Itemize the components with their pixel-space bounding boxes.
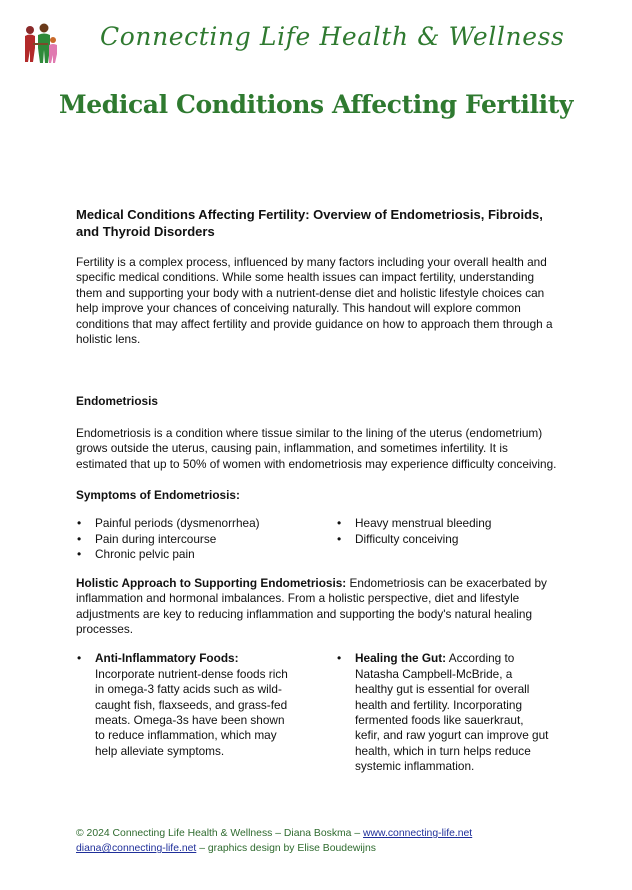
symptoms-list-right xyxy=(336,516,560,562)
list-item: • Difficulty conceiving xyxy=(336,532,560,547)
copyright-text: © 2024 Connecting Life Health & Wellness – Diana Boskma – xyxy=(76,828,364,839)
website-link[interactable]: www.connecting-life.net xyxy=(363,828,473,839)
email-link[interactable]: diana@connecting-life.net xyxy=(76,843,197,855)
tip-text: According to Natasha Campbell-McBride, a healthy gut is essential for overall health and fertility. Incorporating fermented foods like sauerkraut, kefir, and raw yogurt can improve gut health, which in turn helps reduce systemic inflammation. xyxy=(355,651,549,774)
brand-name: Connecting Life Health & Wellness xyxy=(100,22,565,51)
approach-paragraph xyxy=(76,576,560,638)
credit-text: – graphics design by Elise Boudewijns xyxy=(196,843,376,855)
list-item: • Heavy menstrual bleeding xyxy=(336,516,560,531)
document-title: Medical Conditions Affecting Fertility xyxy=(59,90,573,119)
list-item xyxy=(336,651,551,774)
approach-tips xyxy=(76,651,560,774)
family-logo-icon xyxy=(22,22,58,64)
article-heading: Medical Conditions Affecting Fertility: Overview of Endometriosis, Fibroids, and Thyroid Disorders xyxy=(76,207,543,239)
list-item xyxy=(76,651,291,759)
list-item: • Chronic pelvic pain xyxy=(76,547,336,562)
symptoms-list xyxy=(76,516,560,562)
article-content xyxy=(76,207,560,775)
symptoms-list-left xyxy=(76,516,336,562)
tip-label: Healing the Gut: xyxy=(355,651,447,666)
intro-paragraph: Fertility is a complex process, influenced by many factors including your overall health and specific medical conditions. While some health issues can impact fertility, understanding them and supporting your body with a nutrient-dense diet and holistic lifestyle choices can help improve your chances of conceiving naturally. This handout will explore common conditions that may affect fertility and provide guidance on how to approach them through a holistic lens. xyxy=(76,255,553,347)
tips-left xyxy=(76,651,336,774)
list-item: • Painful periods (dysmenorrhea) xyxy=(76,516,336,531)
footer xyxy=(76,826,472,856)
tips-right xyxy=(336,651,560,774)
approach-label: Holistic Approach to Supporting Endometriosis: xyxy=(76,575,347,590)
footer-line-2 xyxy=(76,841,472,856)
tip-text: Incorporate nutrient-dense foods rich in omega-3 fatty acids such as wild-caught fish, flaxseeds, and grass-fed meats. Omega-3s have been shown to reduce inflammation, which may help alleviate symptoms. xyxy=(95,666,288,758)
tip-label: Anti-Inflammatory Foods: xyxy=(95,651,239,666)
endometriosis-description: Endometriosis is a condition where tissue similar to the lining of the uterus (endometrium) grows outside the uterus, causing pain, inflammation, and sometimes infertility. It is estimated that up to 50% of women with endometriosis may experience difficulty conceiving. xyxy=(76,425,557,471)
approach-text: Endometriosis can be exacerbated by inflammation and hormonal imbalances. From a holistic perspective, diet and lifestyle adjustments are key to reducing inflammation and supporting the body's natural healing processes. xyxy=(76,575,547,636)
footer-line-1 xyxy=(76,826,472,841)
list-item: • Pain during intercourse xyxy=(76,532,336,547)
endometriosis-heading: Endometriosis xyxy=(76,394,158,409)
symptoms-heading: Symptoms of Endometriosis: xyxy=(76,488,240,503)
